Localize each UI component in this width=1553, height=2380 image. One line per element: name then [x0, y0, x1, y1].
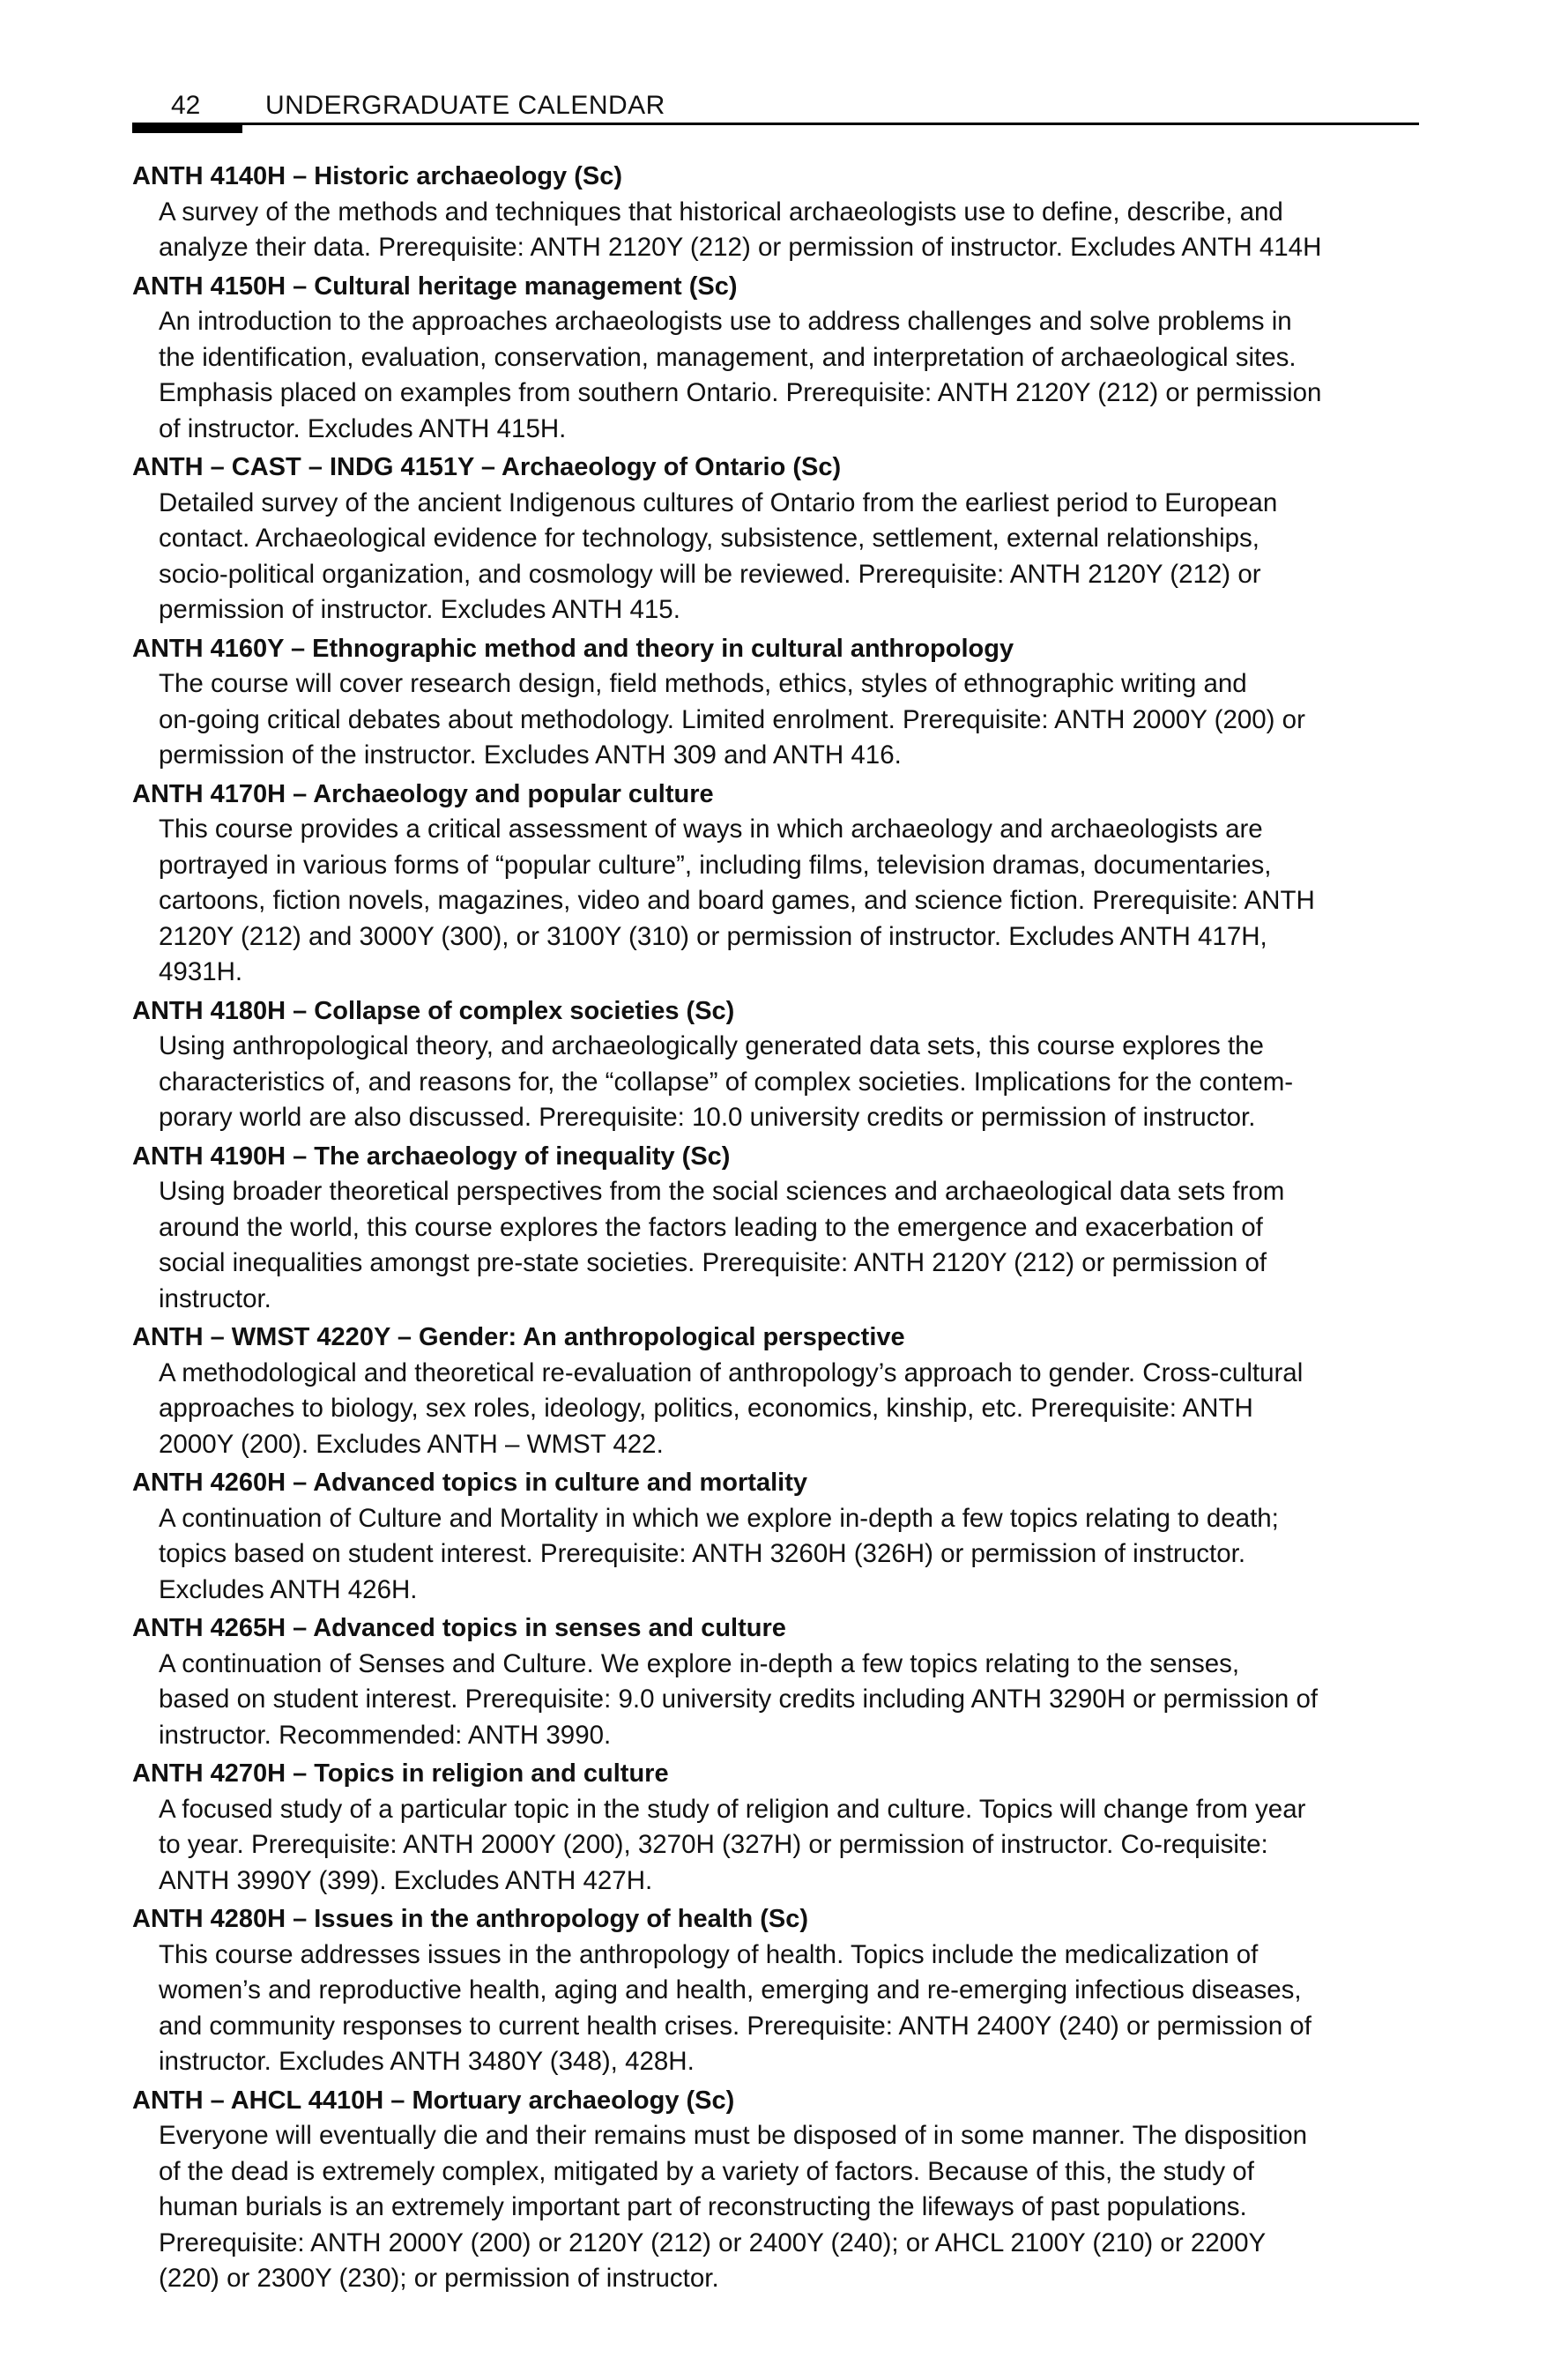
description-line: cartoons, fiction novels, magazines, video and board games, and science fiction. Prerequisite: ANTH — [159, 886, 1315, 915]
page-header — [132, 81, 1419, 123]
course-entry — [132, 1465, 1428, 1608]
description-line: portrayed in various forms of “popular culture”, including films, television dramas, documentaries, — [159, 850, 1272, 880]
course-description — [159, 1937, 1428, 2080]
description-line: Using broader theoretical perspectives from the social sciences and archaeological data sets from — [159, 1177, 1285, 1206]
description-line: Detailed survey of the ancient Indigenous cultures of Ontario from the earliest period to European — [159, 487, 1278, 517]
course-entry — [132, 1610, 1428, 1753]
course-title: ANTH 4160Y – Ethnographic method and theory in cultural anthropology — [132, 634, 1014, 663]
description-line: of the dead is extremely complex, mitigated by a variety of factors. Because of this, the study of — [159, 2156, 1254, 2186]
course-title: ANTH 4280H – Issues in the anthropology of health (Sc) — [132, 1905, 809, 1933]
course-title: ANTH 4260H – Advanced topics in culture and mortality — [132, 1469, 807, 1497]
course-description — [159, 1029, 1428, 1136]
course-description — [159, 1792, 1428, 1900]
course-description — [159, 2118, 1428, 2297]
course-title: ANTH 4270H – Topics in religion and culture — [132, 1759, 669, 1788]
description-line: This course addresses issues in the anthropology of health. Topics include the medicalization of — [159, 1939, 1259, 1969]
description-line: socio-political organization, and cosmology will be reviewed. Prerequisite: ANTH 2120Y (212) or — [159, 559, 1261, 589]
description-line: approaches to biology, sex roles, ideology, politics, economics, kinship, etc. Prerequisite: ANTH — [159, 1394, 1253, 1423]
page-number: 42 — [171, 91, 201, 120]
course-description — [159, 195, 1428, 266]
header-tab-bar — [132, 123, 242, 133]
description-line: and community responses to current health crises. Prerequisite: ANTH 2400Y (240) or permission of — [159, 2011, 1312, 2041]
description-line: Using anthropological theory, and archaeologically generated data sets, this course explores the — [159, 1031, 1264, 1060]
course-description — [159, 1647, 1428, 1754]
course-title: ANTH – CAST – INDG 4151Y – Archaeology of Ontario (Sc) — [132, 453, 842, 481]
course-entry — [132, 450, 1428, 628]
description-line: on-going critical debates about methodology. Limited enrolment. Prerequisite: ANTH 2000Y (200) or — [159, 704, 1305, 734]
course-title: ANTH 4265H – Advanced topics in senses and culture — [132, 1614, 786, 1642]
course-description — [159, 666, 1428, 774]
course-title: ANTH 4150H – Cultural heritage management (Sc) — [132, 271, 738, 301]
description-line: A methodological and theoretical re-evaluation of anthropology’s approach to gender. Cross-cultural — [159, 1357, 1304, 1387]
course-title: ANTH 4190H – The archaeology of inequality (Sc) — [132, 1142, 731, 1171]
course-entry — [132, 993, 1428, 1136]
course-description — [159, 304, 1428, 447]
description-line: instructor. Excludes ANTH 3480Y (348), 428H. — [159, 2047, 695, 2076]
description-line: contact. Archaeological evidence for technology, subsistence, settlement, external relationships, — [159, 524, 1259, 553]
course-description — [159, 812, 1428, 991]
description-line: 4931H. — [159, 957, 243, 986]
description-line: The course will cover research design, field methods, ethics, styles of ethnographic writing and — [159, 669, 1247, 698]
description-line: women’s and reproductive health, aging and health, emerging and re-emerging infectious diseases, — [159, 1975, 1302, 2004]
description-line: based on student interest. Prerequisite: 9.0 university credits including ANTH 3290H or permission of — [159, 1685, 1319, 1714]
course-entry — [132, 1320, 1428, 1462]
course-entry — [132, 159, 1428, 266]
description-line: social inequalities amongst pre-state societies. Prerequisite: ANTH 2120Y (212) or permission of — [159, 1248, 1267, 1277]
course-entry — [132, 1139, 1428, 1318]
description-line: around the world, this course explores the factors leading to the emergence and exacerbation of — [159, 1212, 1263, 1242]
description-line: This course provides a critical assessment of ways in which archaeology and archaeologists are — [159, 814, 1263, 844]
description-line: instructor. Recommended: ANTH 3990. — [159, 1720, 612, 1750]
course-title: ANTH – WMST 4220Y – Gender: An anthropological perspective — [132, 1323, 905, 1351]
course-entry — [132, 269, 1428, 448]
header-rule — [132, 123, 1419, 125]
course-entry — [132, 1756, 1428, 1899]
course-title: ANTH 4180H – Collapse of complex societies (Sc) — [132, 996, 735, 1025]
description-line: the identification, evaluation, conservation, management, and interpretation of archaeological sites. — [159, 342, 1297, 372]
course-title: ANTH 4170H – Archaeology and popular culture — [132, 779, 714, 808]
description-line: analyze their data. Prerequisite: ANTH 2120Y (212) or permission of instructor. Excludes ANTH 414H — [159, 233, 1322, 262]
course-title: ANTH 4140H – Historic archaeology (Sc) — [132, 162, 623, 190]
description-line: Prerequisite: ANTH 2000Y (200) or 2120Y (212) or 2400Y (240); or AHCL 2100Y (210) or 2200Y — [159, 2228, 1267, 2257]
description-line: A focused study of a particular topic in the study of religion and culture. Topics will change from year — [159, 1794, 1306, 1824]
description-line: 2120Y (212) and 3000Y (300), or 3100Y (310) or permission of instructor. Excludes ANTH 417H, — [159, 921, 1267, 951]
description-line: human burials is an extremely important part of reconstructing the lifeways of past populations. — [159, 2192, 1247, 2221]
description-line: topics based on student interest. Prerequisite: ANTH 3260H (326H) or permission of instructor. — [159, 1539, 1246, 1568]
description-line: A survey of the methods and techniques that historical archaeologists use to define, describe, and — [159, 197, 1283, 227]
description-line: to year. Prerequisite: ANTH 2000Y (200), 3270H (327H) or permission of instructor. Co-requisite: — [159, 1830, 1268, 1859]
description-line: instructor. — [159, 1283, 271, 1313]
course-description — [159, 1501, 1428, 1609]
course-description — [159, 1356, 1428, 1463]
running-head: UNDERGRADUATE CALENDAR — [265, 91, 665, 120]
course-description — [159, 486, 1428, 628]
course-description — [159, 1174, 1428, 1317]
description-line: Excludes ANTH 426H. — [159, 1574, 418, 1604]
description-line: A continuation of Culture and Mortality in which we explore in-depth a few topics relating to death; — [159, 1503, 1279, 1533]
course-entry — [132, 2083, 1428, 2297]
description-line: porary world are also discussed. Prerequisite: 10.0 university credits or permission of instructor. — [159, 1103, 1256, 1132]
description-line: ANTH 3990Y (399). Excludes ANTH 427H. — [159, 1865, 653, 1895]
course-entry — [132, 777, 1428, 991]
course-entry — [132, 1901, 1428, 2080]
description-line: A continuation of Senses and Culture. We explore in-depth a few topics relating to the senses, — [159, 1648, 1240, 1678]
description-line: Emphasis placed on examples from southern Ontario. Prerequisite: ANTH 2120Y (212) or permission — [159, 378, 1322, 407]
description-line: characteristics of, and reasons for, the “collapse” of complex societies. Implications for the contem- — [159, 1067, 1294, 1097]
description-line: permission of the instructor. Excludes ANTH 309 and ANTH 416. — [159, 740, 902, 770]
course-list — [132, 159, 1428, 2300]
description-line: 2000Y (200). Excludes ANTH – WMST 422. — [159, 1429, 664, 1459]
description-line: Everyone will eventually die and their remains must be disposed of in some manner. The disposition — [159, 2121, 1308, 2150]
description-line: (220) or 2300Y (230); or permission of instructor. — [159, 2264, 719, 2293]
course-entry — [132, 631, 1428, 774]
course-title: ANTH – AHCL 4410H – Mortuary archaeology (Sc) — [132, 2086, 735, 2115]
description-line: permission of instructor. Excludes ANTH 415. — [159, 595, 680, 624]
description-line: An introduction to the approaches archaeologists use to address challenges and solve problems in — [159, 307, 1292, 336]
description-line: of instructor. Excludes ANTH 415H. — [159, 413, 567, 443]
